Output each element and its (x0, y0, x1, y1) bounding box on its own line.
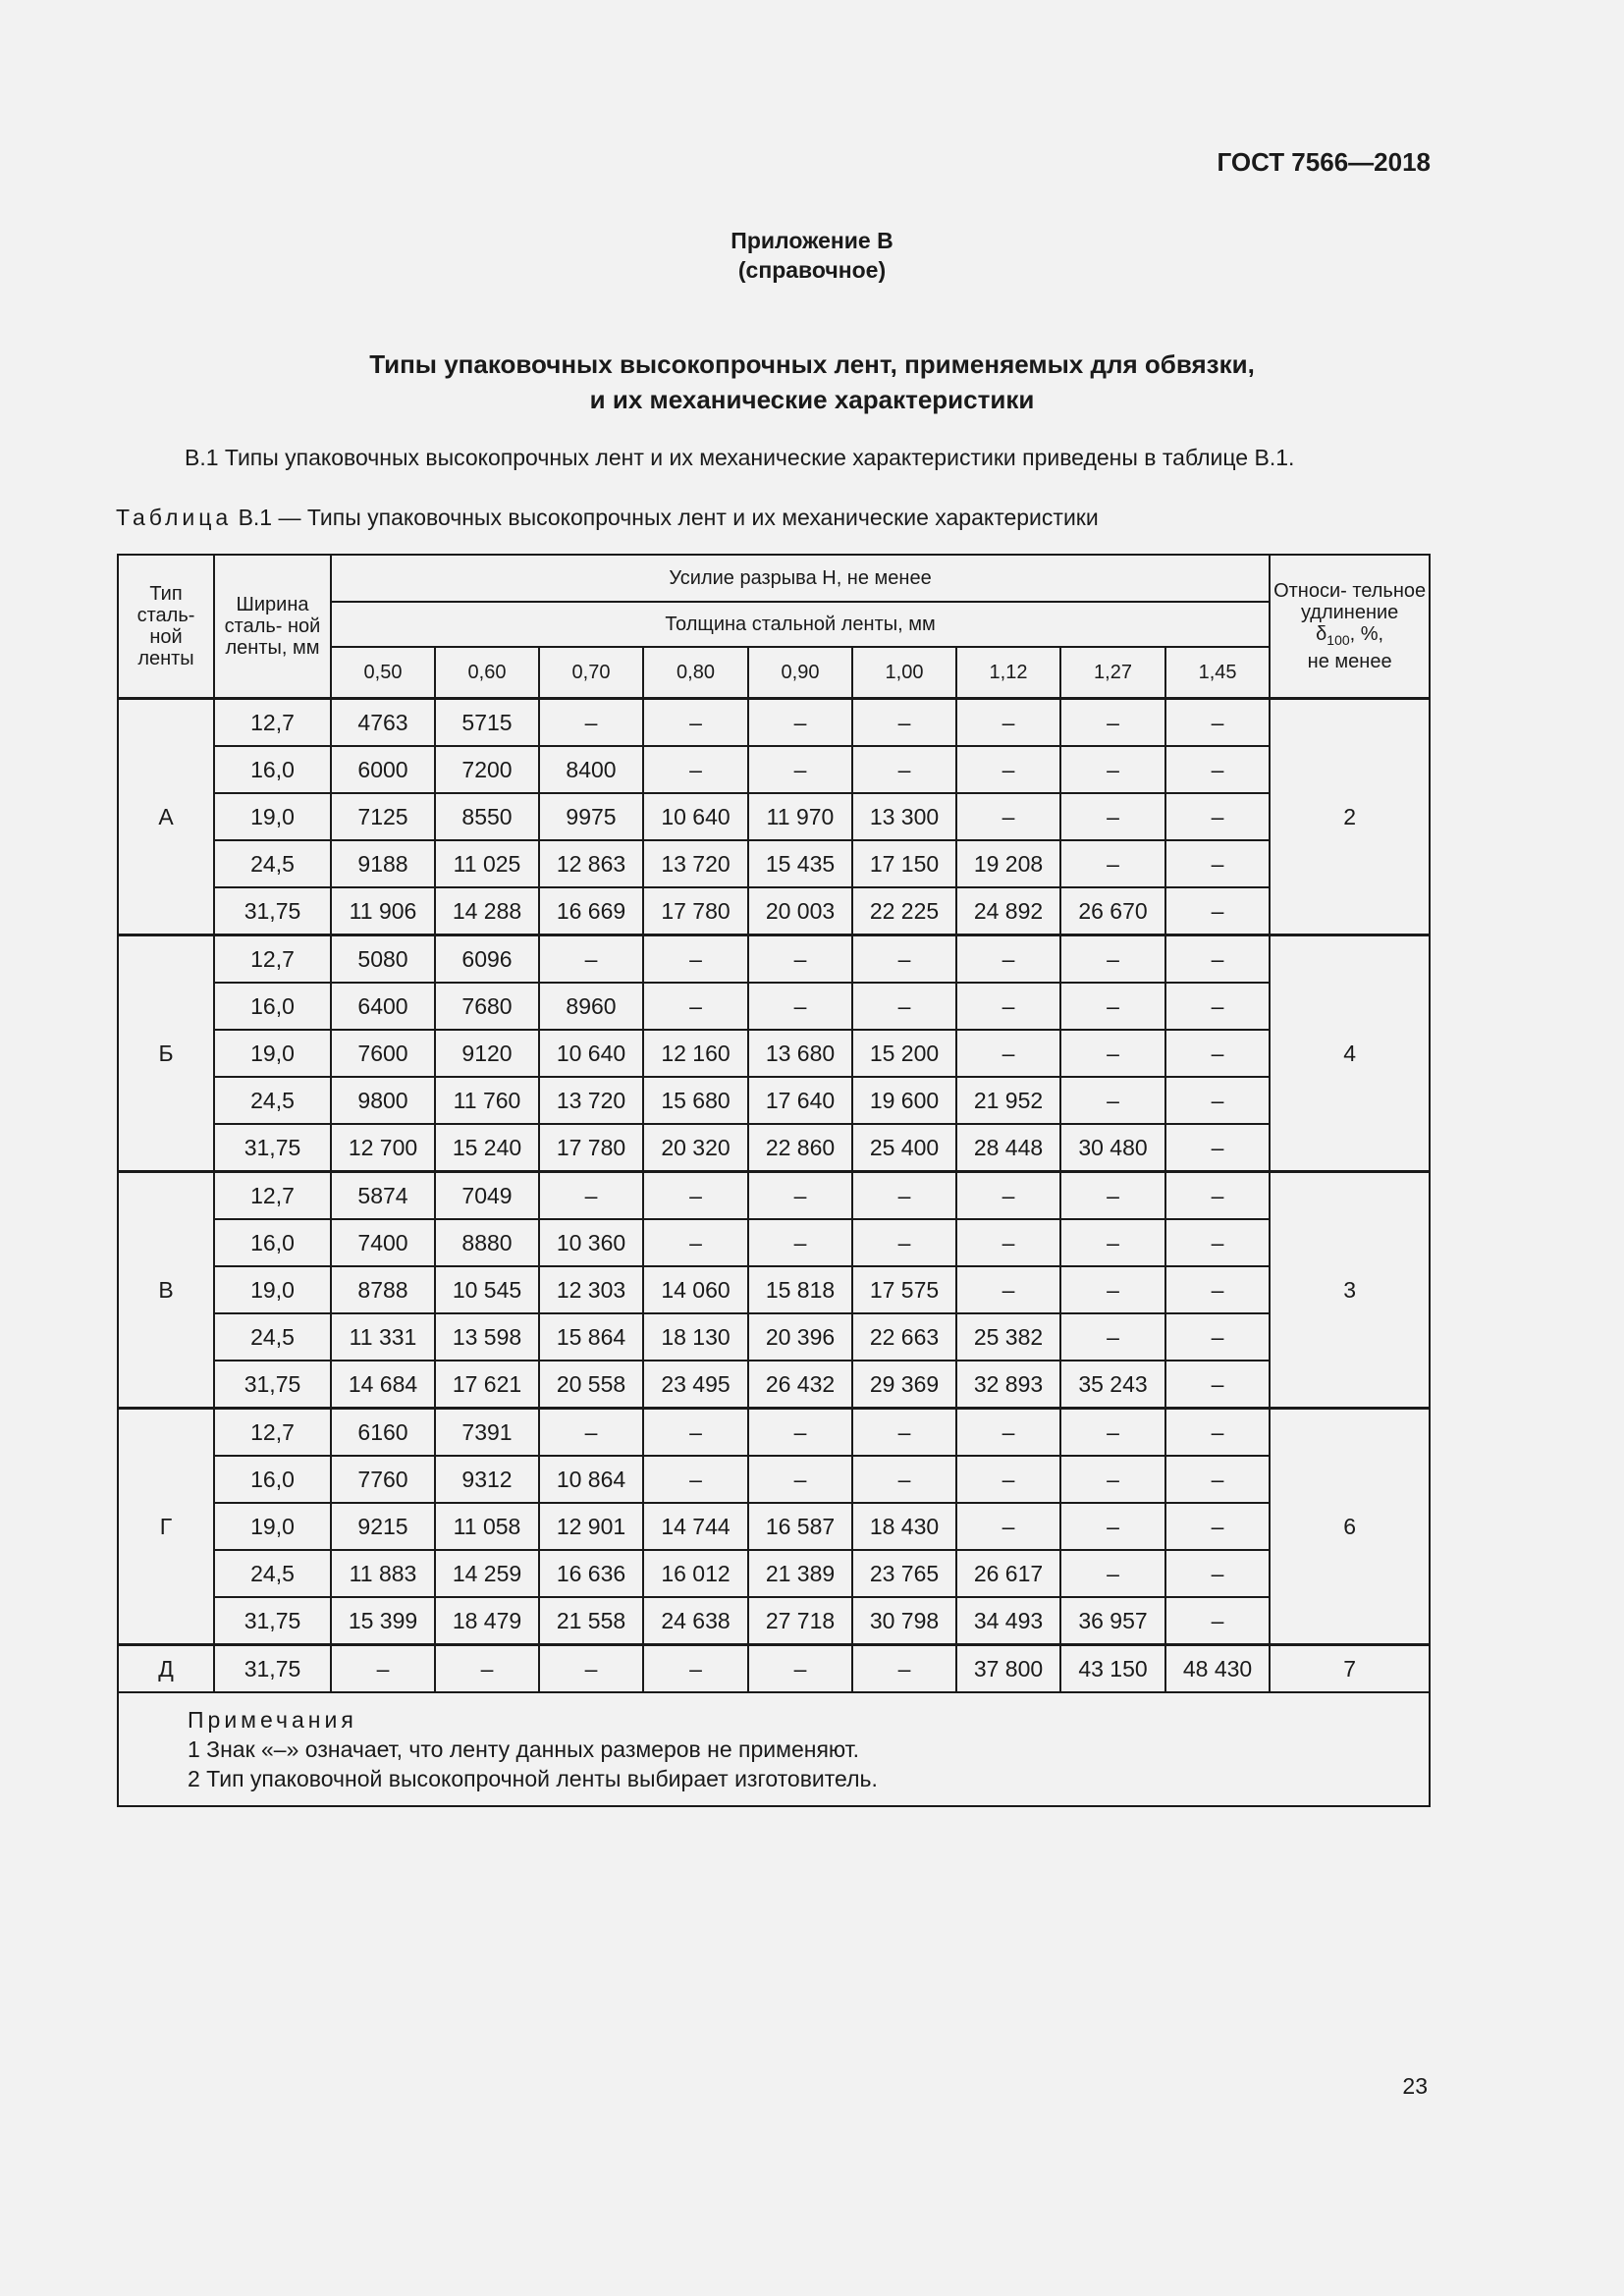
cell-type: Г (118, 1409, 214, 1645)
cell-type: В (118, 1172, 214, 1409)
cell-force-value: 10 640 (643, 793, 748, 840)
cell-force-value: 6400 (331, 983, 435, 1030)
cell-elongation: 2 (1270, 699, 1430, 935)
cell-force-value: 9312 (435, 1456, 539, 1503)
cell-force-value: – (956, 1219, 1060, 1266)
cell-force-value: 14 060 (643, 1266, 748, 1313)
cell-width: 31,75 (214, 1597, 331, 1645)
table-row (118, 1077, 1430, 1124)
cell-force-value: 5874 (331, 1172, 435, 1220)
appendix-heading (0, 226, 1624, 285)
cell-force-value: 14 744 (643, 1503, 748, 1550)
cell-force-value: 12 160 (643, 1030, 748, 1077)
cell-force-value: 14 684 (331, 1361, 435, 1409)
cell-force-value: – (956, 1172, 1060, 1220)
cell-width: 16,0 (214, 746, 331, 793)
cell-force-value: – (956, 793, 1060, 840)
appendix-kind: (справочное) (737, 257, 887, 283)
cell-force-value: 17 575 (852, 1266, 956, 1313)
cell-width: 24,5 (214, 840, 331, 887)
cell-force-value: 18 479 (435, 1597, 539, 1645)
header-type: Тип сталь- ной ленты (118, 555, 214, 699)
cell-force-value: – (539, 935, 643, 984)
cell-force-value: 9975 (539, 793, 643, 840)
header-thickness-value: 1,00 (852, 647, 956, 699)
cell-force-value: – (956, 699, 1060, 747)
header-thickness: Толщина стальной ленты, мм (331, 602, 1270, 647)
appendix-title: Приложение В (731, 228, 893, 253)
cell-width: 24,5 (214, 1077, 331, 1124)
header-thickness-value: 0,60 (435, 647, 539, 699)
table-row (118, 1503, 1430, 1550)
cell-force-value: – (1165, 1124, 1270, 1172)
cell-width: 19,0 (214, 1503, 331, 1550)
table-row (118, 935, 1430, 984)
cell-width: 31,75 (214, 1645, 331, 1693)
cell-force-value: – (956, 983, 1060, 1030)
cell-force-value: – (956, 1409, 1060, 1457)
header-thickness-value: 0,80 (643, 647, 748, 699)
cell-force-value: – (748, 1409, 852, 1457)
table-caption-label: Таблица (116, 505, 233, 530)
cell-force-value: 20 396 (748, 1313, 852, 1361)
header-thickness-value: 1,27 (1060, 647, 1165, 699)
cell-width: 31,75 (214, 1124, 331, 1172)
cell-force-value: – (1165, 887, 1270, 935)
cell-force-value: – (956, 1456, 1060, 1503)
cell-force-value: – (1165, 1597, 1270, 1645)
cell-force-value: – (1060, 793, 1165, 840)
cell-force-value: 19 600 (852, 1077, 956, 1124)
cell-force-value: 17 150 (852, 840, 956, 887)
cell-force-value: 17 640 (748, 1077, 852, 1124)
cell-width: 12,7 (214, 935, 331, 984)
cell-force-value: 25 400 (852, 1124, 956, 1172)
cell-force-value: 21 389 (748, 1550, 852, 1597)
cell-force-value: 12 700 (331, 1124, 435, 1172)
note-item: 2 Тип упаковочной высокопрочной ленты выбирает изготовитель. (188, 1766, 878, 1791)
cell-elongation: 3 (1270, 1172, 1430, 1409)
cell-force-value: 17 780 (643, 887, 748, 935)
table-row (118, 840, 1430, 887)
cell-width: 16,0 (214, 1456, 331, 1503)
cell-width: 19,0 (214, 1266, 331, 1313)
cell-force-value: 19 208 (956, 840, 1060, 887)
page-number: 23 (1402, 2073, 1428, 2099)
cell-force-value: 15 435 (748, 840, 852, 887)
table-caption-text: В.1 — Типы упаковочных высокопрочных лент и их механические характеристики (232, 505, 1099, 530)
table-row (118, 793, 1430, 840)
cell-force-value: 8960 (539, 983, 643, 1030)
cell-force-value: – (1165, 1030, 1270, 1077)
cell-force-value: 13 300 (852, 793, 956, 840)
cell-force-value: – (1060, 1219, 1165, 1266)
cell-force-value: 30 480 (1060, 1124, 1165, 1172)
table-row (118, 1597, 1430, 1645)
cell-force-value: – (643, 1456, 748, 1503)
cell-force-value: – (852, 1172, 956, 1220)
cell-elongation: 7 (1270, 1645, 1430, 1693)
cell-force-value: – (331, 1645, 435, 1693)
cell-force-value: 7760 (331, 1456, 435, 1503)
table-row (118, 746, 1430, 793)
header-thickness-value: 0,90 (748, 647, 852, 699)
cell-force-value: – (1060, 840, 1165, 887)
cell-force-value: – (1165, 1219, 1270, 1266)
cell-force-value: – (956, 1503, 1060, 1550)
cell-force-value: – (1060, 1266, 1165, 1313)
cell-force-value: 32 893 (956, 1361, 1060, 1409)
cell-force-value: 43 150 (1060, 1645, 1165, 1693)
cell-force-value: – (1060, 1456, 1165, 1503)
cell-force-value: 7680 (435, 983, 539, 1030)
cell-force-value: – (1165, 1550, 1270, 1597)
cell-force-value: – (1060, 1409, 1165, 1457)
cell-force-value: – (852, 1645, 956, 1693)
cell-force-value: – (1060, 1030, 1165, 1077)
cell-force-value: 9215 (331, 1503, 435, 1550)
cell-force-value: – (643, 1172, 748, 1220)
cell-force-value: 11 331 (331, 1313, 435, 1361)
cell-force-value: – (643, 699, 748, 747)
cell-force-value: 10 545 (435, 1266, 539, 1313)
cell-force-value: – (748, 746, 852, 793)
cell-force-value: 16 669 (539, 887, 643, 935)
cell-force-value: 16 636 (539, 1550, 643, 1597)
cell-type: Б (118, 935, 214, 1172)
cell-force-value: – (1165, 1266, 1270, 1313)
cell-force-value: – (852, 746, 956, 793)
cell-force-value: 11 970 (748, 793, 852, 840)
table-caption (116, 505, 1099, 531)
header-elongation-unit: , %, (1349, 623, 1384, 645)
header-elongation-label: Относи- тельное удлинение (1273, 580, 1427, 623)
header-thickness-value: 1,12 (956, 647, 1060, 699)
table-row (118, 983, 1430, 1030)
cell-force-value: – (1165, 1172, 1270, 1220)
cell-width: 12,7 (214, 699, 331, 747)
cell-force-value: – (748, 1456, 852, 1503)
cell-type: А (118, 699, 214, 935)
cell-force-value: – (748, 983, 852, 1030)
cell-force-value: 18 130 (643, 1313, 748, 1361)
cell-force-value: 20 320 (643, 1124, 748, 1172)
cell-type: Д (118, 1645, 214, 1693)
cell-force-value: 26 670 (1060, 887, 1165, 935)
cell-force-value: 23 765 (852, 1550, 956, 1597)
cell-force-value: – (1165, 793, 1270, 840)
cell-force-value: 10 640 (539, 1030, 643, 1077)
cell-force-value: – (852, 699, 956, 747)
table-row (118, 1266, 1430, 1313)
cell-force-value: 21 558 (539, 1597, 643, 1645)
header-elongation (1270, 555, 1430, 699)
cell-force-value: 17 780 (539, 1124, 643, 1172)
cell-force-value: – (956, 935, 1060, 984)
cell-force-value: 15 399 (331, 1597, 435, 1645)
cell-force-value: 7200 (435, 746, 539, 793)
intro-paragraph: В.1 Типы упаковочных высокопрочных лент и их механические характеристики приведены в таблице В.1. (185, 445, 1295, 470)
section-title-line1: Типы упаковочных высокопрочных лент, применяемых для обвязки, (369, 349, 1255, 379)
cell-force-value: 9188 (331, 840, 435, 887)
cell-force-value: – (1165, 1361, 1270, 1409)
cell-force-value: 24 892 (956, 887, 1060, 935)
cell-force-value: 30 798 (852, 1597, 956, 1645)
cell-width: 24,5 (214, 1550, 331, 1597)
cell-force-value: – (1165, 1409, 1270, 1457)
cell-force-value: – (1060, 1503, 1165, 1550)
cell-force-value: – (1060, 935, 1165, 984)
document-code: ГОСТ 7566—2018 (1217, 147, 1431, 177)
cell-force-value: – (643, 935, 748, 984)
cell-force-value: 6096 (435, 935, 539, 984)
cell-elongation: 4 (1270, 935, 1430, 1172)
cell-force-value: 10 864 (539, 1456, 643, 1503)
cell-force-value: – (852, 935, 956, 984)
table-row (118, 1030, 1430, 1077)
cell-force-value: – (1165, 746, 1270, 793)
note-item: 1 Знак «–» означает, что ленту данных размеров не применяют. (188, 1736, 860, 1762)
cell-force-value: – (748, 1645, 852, 1693)
cell-force-value: – (852, 1219, 956, 1266)
cell-force-value: 14 259 (435, 1550, 539, 1597)
cell-force-value: – (539, 699, 643, 747)
cell-force-value: 18 430 (852, 1503, 956, 1550)
cell-force-value: – (643, 1645, 748, 1693)
cell-force-value: 8788 (331, 1266, 435, 1313)
cell-force-value: – (1060, 699, 1165, 747)
cell-force-value: 7391 (435, 1409, 539, 1457)
cell-force-value: – (643, 983, 748, 1030)
cell-force-value: 13 720 (643, 840, 748, 887)
header-elongation-symbol: δ (1316, 623, 1327, 645)
cell-force-value: 11 906 (331, 887, 435, 935)
cell-force-value: 9800 (331, 1077, 435, 1124)
cell-force-value: – (852, 983, 956, 1030)
cell-force-value: 16 012 (643, 1550, 748, 1597)
cell-force-value: 29 369 (852, 1361, 956, 1409)
cell-force-value: 10 360 (539, 1219, 643, 1266)
cell-force-value: 34 493 (956, 1597, 1060, 1645)
cell-force-value: – (748, 1219, 852, 1266)
cell-force-value: – (539, 1409, 643, 1457)
header-force: Усилие разрыва Н, не менее (331, 555, 1270, 602)
cell-force-value: 23 495 (643, 1361, 748, 1409)
cell-force-value: 14 288 (435, 887, 539, 935)
cell-force-value: 11 760 (435, 1077, 539, 1124)
cell-force-value: – (748, 1172, 852, 1220)
cell-force-value: 5080 (331, 935, 435, 984)
cell-force-value: 26 617 (956, 1550, 1060, 1597)
table-notes (118, 1692, 1430, 1806)
cell-force-value: 6160 (331, 1409, 435, 1457)
cell-force-value: 15 200 (852, 1030, 956, 1077)
cell-force-value: 12 901 (539, 1503, 643, 1550)
table-row (118, 1409, 1430, 1457)
cell-force-value: 12 303 (539, 1266, 643, 1313)
cell-force-value: 36 957 (1060, 1597, 1165, 1645)
cell-force-value: 13 720 (539, 1077, 643, 1124)
header-width: Ширина сталь- ной ленты, мм (214, 555, 331, 699)
cell-force-value: – (539, 1172, 643, 1220)
cell-force-value: 15 240 (435, 1124, 539, 1172)
cell-force-value: – (643, 1409, 748, 1457)
cell-force-value: – (1060, 1313, 1165, 1361)
cell-force-value: 22 663 (852, 1313, 956, 1361)
table-row (118, 699, 1430, 747)
cell-force-value: – (1165, 699, 1270, 747)
notes-title: Примечания (188, 1707, 357, 1733)
table-row (118, 1645, 1430, 1693)
cell-force-value: 24 638 (643, 1597, 748, 1645)
cell-force-value: 9120 (435, 1030, 539, 1077)
cell-force-value: 37 800 (956, 1645, 1060, 1693)
cell-force-value: – (1060, 983, 1165, 1030)
cell-force-value: – (956, 1030, 1060, 1077)
cell-force-value: – (852, 1456, 956, 1503)
header-thickness-value: 1,45 (1165, 647, 1270, 699)
cell-width: 16,0 (214, 983, 331, 1030)
cell-force-value: – (1060, 1172, 1165, 1220)
cell-width: 12,7 (214, 1172, 331, 1220)
cell-force-value: – (1165, 1313, 1270, 1361)
header-thickness-value: 0,70 (539, 647, 643, 699)
cell-force-value: 22 860 (748, 1124, 852, 1172)
cell-force-value: 22 225 (852, 887, 956, 935)
cell-force-value: – (1165, 983, 1270, 1030)
header-thickness-value: 0,50 (331, 647, 435, 699)
cell-force-value: – (1165, 1456, 1270, 1503)
cell-force-value: 15 680 (643, 1077, 748, 1124)
cell-force-value: – (643, 1219, 748, 1266)
cell-force-value: – (539, 1645, 643, 1693)
cell-force-value: 11 025 (435, 840, 539, 887)
cell-force-value: 27 718 (748, 1597, 852, 1645)
cell-force-value: 12 863 (539, 840, 643, 887)
cell-force-value: – (435, 1645, 539, 1693)
cell-force-value: 11 058 (435, 1503, 539, 1550)
table-row (118, 1172, 1430, 1220)
table-row (118, 1219, 1430, 1266)
cell-width: 19,0 (214, 1030, 331, 1077)
cell-force-value: – (956, 1266, 1060, 1313)
cell-width: 19,0 (214, 793, 331, 840)
cell-force-value: 13 680 (748, 1030, 852, 1077)
cell-force-value: 21 952 (956, 1077, 1060, 1124)
cell-force-value: 7049 (435, 1172, 539, 1220)
cell-width: 12,7 (214, 1409, 331, 1457)
cell-force-value: – (748, 699, 852, 747)
table-row (118, 887, 1430, 935)
cell-force-value: 8400 (539, 746, 643, 793)
cell-force-value: 11 883 (331, 1550, 435, 1597)
cell-force-value: – (748, 935, 852, 984)
table-row (118, 1361, 1430, 1409)
table-row (118, 1313, 1430, 1361)
cell-force-value: 20 003 (748, 887, 852, 935)
cell-width: 24,5 (214, 1313, 331, 1361)
cell-force-value: 6000 (331, 746, 435, 793)
cell-width: 16,0 (214, 1219, 331, 1266)
cell-force-value: – (852, 1409, 956, 1457)
cell-force-value: 4763 (331, 699, 435, 747)
breaking-force-table (117, 554, 1431, 1807)
cell-force-value: 7125 (331, 793, 435, 840)
cell-force-value: 17 621 (435, 1361, 539, 1409)
cell-force-value: – (1060, 746, 1165, 793)
cell-width: 31,75 (214, 887, 331, 935)
header-elongation-min: не менее (1307, 651, 1392, 672)
cell-force-value: – (1165, 1503, 1270, 1550)
cell-force-value: 28 448 (956, 1124, 1060, 1172)
cell-force-value: 15 818 (748, 1266, 852, 1313)
cell-force-value: 26 432 (748, 1361, 852, 1409)
cell-force-value: – (1165, 935, 1270, 984)
cell-force-value: – (1060, 1550, 1165, 1597)
table-row (118, 1550, 1430, 1597)
cell-force-value: 8550 (435, 793, 539, 840)
cell-force-value: – (1165, 840, 1270, 887)
section-title (0, 347, 1624, 417)
table-row (118, 1456, 1430, 1503)
cell-force-value: 5715 (435, 699, 539, 747)
cell-force-value: 20 558 (539, 1361, 643, 1409)
cell-force-value: 35 243 (1060, 1361, 1165, 1409)
cell-force-value: 48 430 (1165, 1645, 1270, 1693)
cell-force-value: 15 864 (539, 1313, 643, 1361)
cell-force-value: – (1165, 1077, 1270, 1124)
cell-force-value: 7400 (331, 1219, 435, 1266)
cell-force-value: 16 587 (748, 1503, 852, 1550)
cell-width: 31,75 (214, 1361, 331, 1409)
header-elongation-subscript: 100 (1326, 632, 1350, 648)
cell-force-value: 13 598 (435, 1313, 539, 1361)
cell-elongation: 6 (1270, 1409, 1430, 1645)
cell-force-value: 7600 (331, 1030, 435, 1077)
cell-force-value: 25 382 (956, 1313, 1060, 1361)
section-title-line2: и их механические характеристики (589, 385, 1035, 414)
cell-force-value: – (643, 746, 748, 793)
table-row (118, 1124, 1430, 1172)
cell-force-value: 8880 (435, 1219, 539, 1266)
cell-force-value: – (1060, 1077, 1165, 1124)
cell-force-value: – (956, 746, 1060, 793)
